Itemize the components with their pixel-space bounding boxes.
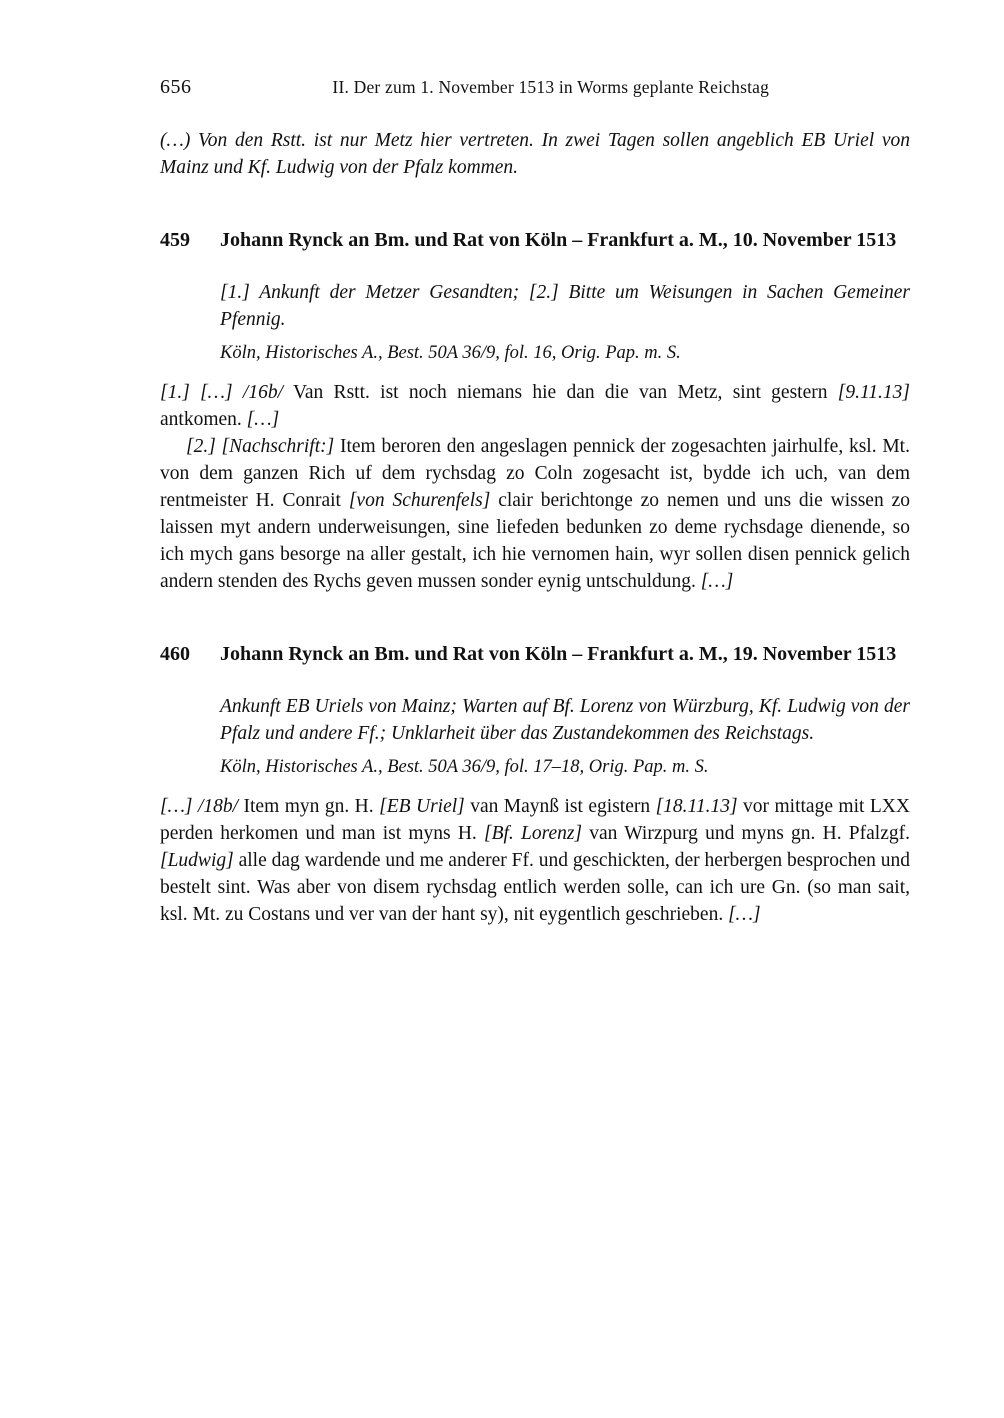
entry-title: Johann Rynck an Bm. und Rat von Köln – Frankfurt a. M., 19. November 1513 xyxy=(220,643,897,665)
body-paragraph: [1.] […] /16b/ Van Rstt. ist noch niemans hie dan die van Metz, sint gestern [9.11.13] antkomen. […] xyxy=(160,382,910,430)
entry-source: Köln, Historisches A., Best. 50A 36/9, fol. 16, Orig. Pap. m. S. xyxy=(220,343,681,363)
entry-summary: [1.] Ankunft der Metzer Gesandten; [2.] Bitte um Weisungen in Sachen Gemeiner Pfennig. xyxy=(220,282,910,330)
intro-paragraph: (…) Von den Rstt. ist nur Metz hier vertreten. In zwei Tagen sollen angeblich EB Uriel von Mainz und Kf. Ludwig von der Pfalz kommen. xyxy=(160,130,910,178)
entry-summary: Ankunft EB Uriels von Mainz; Warten auf Bf. Lorenz von Würzburg, Kf. Ludwig von der Pfalz und andere Ff.; Unklarheit über das Zustandekommen des Reichstags. xyxy=(220,696,910,744)
entry-body xyxy=(160,379,910,595)
entry-460-heading xyxy=(160,641,910,668)
running-header: II. Der zum 1. November 1513 in Worms geplante Reichstag xyxy=(332,77,770,97)
entry-number: 459 xyxy=(160,229,190,251)
body-paragraph: […] /18b/ Item myn gn. H. [EB Uriel] van Maynß ist egistern [18.11.13] vor mittage mit LXX perden herkomen und man ist myns H. [Bf. Lorenz] van Wirzpurg und myns gn. H. Pfalzgf. [Ludwig] alle dag wardende und me anderer Ff. und geschickten, der herbergen besprochen und bestelt sint. Was aber von disem rychsdag entlich werden solle, can ich ure Gn. (so man sait, ksl. Mt. zu Costans und ver van der hant sy), nit eygentlich geschrieben. […] xyxy=(160,796,910,925)
entry-460 xyxy=(160,641,910,928)
entry-body xyxy=(160,793,910,928)
entry-source: Köln, Historisches A., Best. 50A 36/9, fol. 17–18, Orig. Pap. m. S. xyxy=(220,757,709,777)
body-paragraph: [2.] [Nachschrift:] Item beroren den angeslagen pennick der zogesachten jairhulfe, ksl. Mt. von dem ganzen Rich uf dem rychsdag zo Coln zogesacht ist, bydde ich uch, van dem rentmeister H. Conrait [von Schurenfels] clair berichtonge zo nemen und uns die wissen zo laissen myt andern underweisungen, sine liefeden bedunken zo deme rychsdage dienende, so ich mych gans besorge na aller gestalt, ich hie vernomen hain, wyr sollen disen pennick gelich andern stenden des Rychs geven mussen sonder eynig untschuldung. […] xyxy=(160,436,910,592)
entry-number: 460 xyxy=(160,643,190,665)
entry-459-heading xyxy=(160,227,910,254)
page-header xyxy=(160,76,910,99)
page-number: 656 xyxy=(160,76,192,98)
entry-459 xyxy=(160,227,910,595)
entry-title: Johann Rynck an Bm. und Rat von Köln – Frankfurt a. M., 10. November 1513 xyxy=(220,229,897,251)
